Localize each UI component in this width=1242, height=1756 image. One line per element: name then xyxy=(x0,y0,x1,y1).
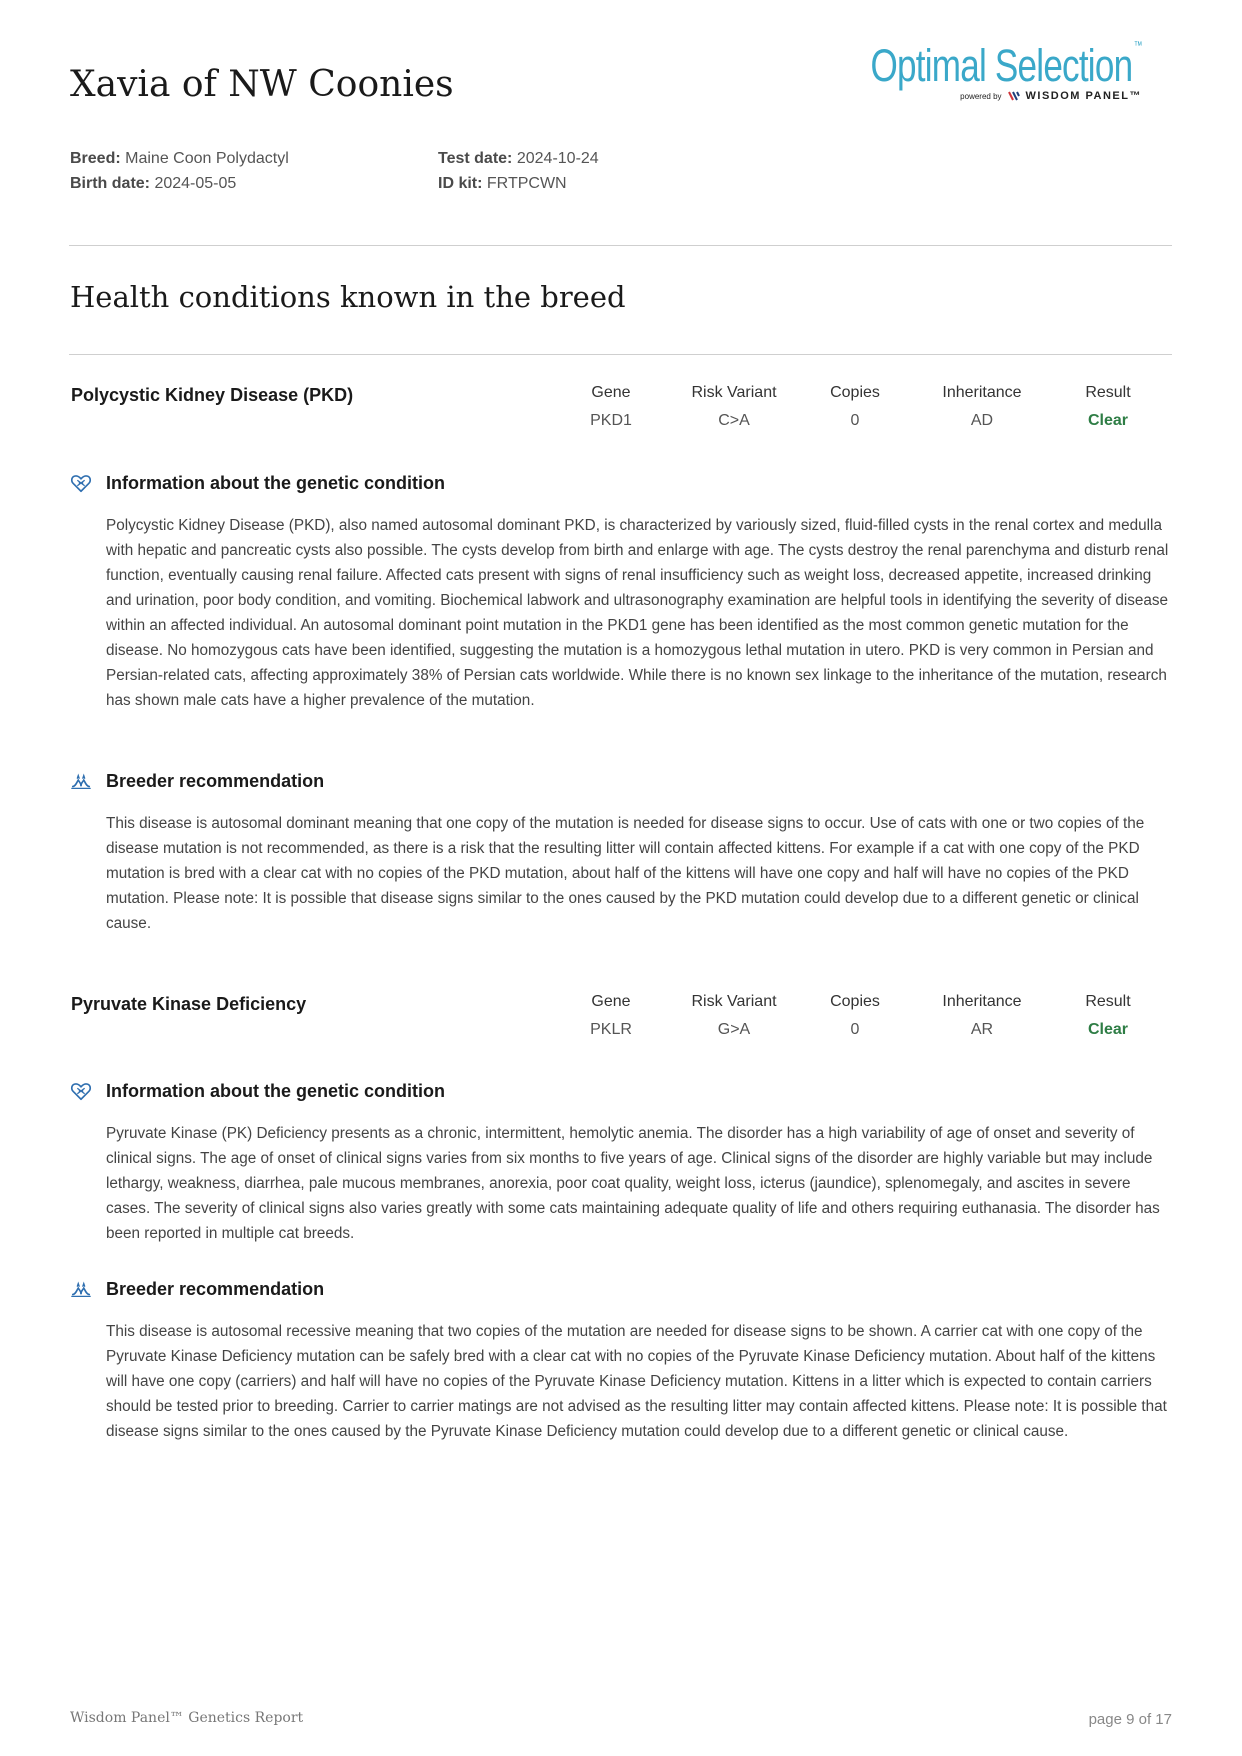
cat-pair-icon xyxy=(70,770,92,792)
kit-id-label: ID kit: xyxy=(438,175,483,192)
birth-date-value: 2024-05-05 xyxy=(154,175,237,192)
risk-variant-column xyxy=(664,993,804,1039)
birth-date-label: Birth date: xyxy=(70,175,150,192)
recommendation-text: This disease is autosomal recessive meaning that two copies of the mutation are needed for disease signs to be shown. A carrier cat with one copy of the Pyruvate Kinase Deficiency mutation can be safely bred with a clear cat with no copies of the Pyruvate Kinase Deficiency mutation. About half of the kittens will have one copy (carriers) and half will have no copies of the Pyruvate Kinase Deficiency mutation. Kittens in a litter which is expected to contain carriers should be tested prior to breeding. Carrier to carrier matings are not advised as the resulting litter may contain affected kittens. Please note: It is possible that disease signs similar to the ones caused by the Pyruvate Kinase Deficiency mutation could develop due to a different genetic or clinical cause. xyxy=(106,1323,1167,1440)
recommendation-heading xyxy=(70,1278,324,1300)
info-heading-label: Information about the genetic condition xyxy=(106,472,445,493)
pet-details-left xyxy=(70,146,289,196)
copies-header: Copies xyxy=(830,993,880,1010)
copies-column xyxy=(785,993,925,1039)
recommendation-text: This disease is autosomal dominant meaning that one copy of the mutation is needed for disease signs to occur. Use of cats with one or two copies of the disease mutation is not recommended, as there is a risk that the resulting litter will contain affected kittens. For example if a cat with one copy of the PKD mutation is bred with a clear cat with no copies of the PKD mutation, about half of the kittens will have one copy and half will have no copies of the PKD mutation. Please note: It is possible that disease signs similar to the ones caused by the PKD mutation could develop due to a different genetic or clinical cause. xyxy=(106,815,1145,932)
logo-main-text: Optimal Selection xyxy=(870,40,1133,91)
test-date-row xyxy=(438,146,599,171)
birth-date-row xyxy=(70,171,289,196)
pet-name: Xavia of NW Coonies xyxy=(70,64,454,105)
kit-id-row xyxy=(438,171,599,196)
recommendation-heading-label: Breeder recommendation xyxy=(106,770,325,791)
breed-value: Maine Coon Polydactyl xyxy=(125,150,289,167)
logo-powered-by xyxy=(960,90,1142,102)
inheritance-header: Inheritance xyxy=(942,384,1022,401)
breed-label: Breed: xyxy=(70,150,121,167)
heart-dna-icon xyxy=(70,1080,92,1102)
test-date-label: Test date: xyxy=(438,150,513,167)
gene-header: Gene xyxy=(591,384,631,401)
inheritance-value: AR xyxy=(970,1021,994,1038)
recommendation-heading xyxy=(70,770,324,792)
logo-wordmark xyxy=(871,40,1142,92)
gene-header: Gene xyxy=(591,993,631,1010)
info-text: Polycystic Kidney Disease (PKD), also named autosomal dominant PKD, is characterized by variously sized, fluid-filled cysts in the renal cortex and medulla with hepatic and pancreatic cysts also possible. The cysts develop from birth and enlarge with age. The cysts destroy the renal parenchyma and disturb renal function, eventually causing renal failure. Affected cats present with signs of renal insufficiency such as weight loss, decreased appetite, increased drinking and urination, poor body condition, and vomiting. Biochemical labwork and ultrasonography examination are helpful tools in identifying the severity of disease within an affected individual. An autosomal dominant point mutation in the PKD1 gene has been identified as the most common genetic mutation for the disease. No homozygous cats have been identified, suggesting the mutation is a homozygous lethal mutation in utero. PKD is very common in Persian and Persian-related cats, affecting approximately 38% of Persian cats worldwide. While there is no known sex linkage to the inheritance of the mutation, research has shown male cats have a higher prevalence of the mutation. xyxy=(106,517,1169,709)
powered-by-text: powered by xyxy=(960,91,1002,101)
inheritance-column xyxy=(912,384,1052,430)
breed-row xyxy=(70,146,289,171)
result-value: Clear xyxy=(1087,1021,1129,1038)
copies-header: Copies xyxy=(830,384,880,401)
optimal-selection-logo xyxy=(870,40,1162,110)
page-number: page 9 of 17 xyxy=(1088,1711,1172,1728)
result-value: Clear xyxy=(1087,412,1129,429)
section-title: Health conditions known in the breed xyxy=(70,280,626,314)
copies-value: 0 xyxy=(850,412,860,429)
condition-name: Pyruvate Kinase Deficiency xyxy=(71,994,307,1014)
kit-id-value: FRTPCWN xyxy=(486,175,567,192)
info-heading xyxy=(70,1080,445,1102)
cat-pair-icon xyxy=(70,1278,92,1300)
inheritance-column xyxy=(912,993,1052,1039)
result-header: Result xyxy=(1085,993,1131,1010)
pet-details-right xyxy=(438,146,599,196)
gene-value: PKD1 xyxy=(590,412,632,429)
inheritance-value: AD xyxy=(970,412,994,429)
gene-column xyxy=(541,993,681,1039)
footer-report-title: Wisdom Panel™ Genetics Report xyxy=(70,1710,304,1726)
inheritance-header: Inheritance xyxy=(942,993,1022,1010)
logo-tm: ™ xyxy=(1134,40,1142,52)
condition-name: Polycystic Kidney Disease (PKD) xyxy=(71,385,354,405)
risk-variant-value: G>A xyxy=(717,1021,751,1038)
risk-variant-header: Risk Variant xyxy=(691,993,777,1010)
risk-variant-value: C>A xyxy=(718,412,750,429)
gene-value: PKLR xyxy=(590,1021,632,1038)
divider xyxy=(69,354,1172,355)
result-header: Result xyxy=(1085,384,1131,401)
result-column xyxy=(1038,993,1178,1039)
gene-column xyxy=(541,384,681,430)
divider xyxy=(69,245,1172,246)
result-column xyxy=(1038,384,1178,430)
copies-column xyxy=(785,384,925,430)
info-heading xyxy=(70,472,445,494)
risk-variant-header: Risk Variant xyxy=(691,384,777,401)
heart-dna-icon xyxy=(70,472,92,494)
copies-value: 0 xyxy=(850,1021,860,1038)
test-date-value: 2024-10-24 xyxy=(516,150,599,167)
info-text: Pyruvate Kinase (PK) Deficiency presents as a chronic, intermittent, hemolytic anemia. The disorder has a high variability of age of onset and severity of clinical signs. The age of onset of clinical signs varies from six months to five years of age. Clinical signs of the disorder are highly variable but may include lethargy, weakness, diarrhea, pale mucous membranes, anorexia, poor coat quality, weight loss, icterus (jaundice), splenomegaly, and ascites in severe cases. The severity of clinical signs also varies greatly with some cats maintaining adequate quality of life and others requiring euthanasia. The disorder has been reported in multiple cat breeds. xyxy=(106,1125,1160,1242)
wisdom-panel-brand: WISDOM PANEL™ xyxy=(1025,90,1142,102)
wisdom-panel-mark-icon xyxy=(1008,91,1020,101)
info-heading-label: Information about the genetic condition xyxy=(106,1080,445,1101)
recommendation-heading-label: Breeder recommendation xyxy=(106,1278,325,1299)
risk-variant-column xyxy=(664,384,804,430)
